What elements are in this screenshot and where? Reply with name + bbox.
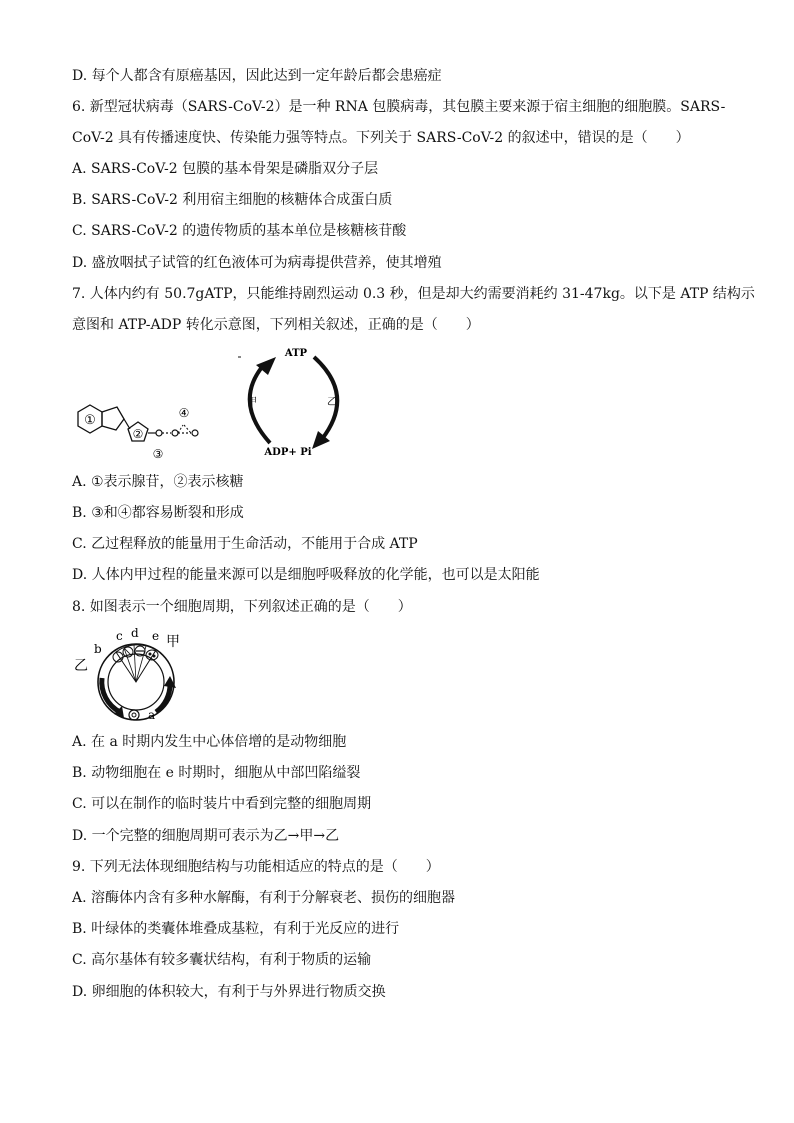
cycle-label-yi: 乙 [74, 658, 88, 674]
q8-option-b: B. 动物细胞在 e 时期时，细胞从中部凹陷缢裂 [72, 765, 361, 781]
q5-option-d: D. 每个人都含有原癌基因，因此达到一定年龄后都会患癌症 [72, 68, 442, 84]
cycle-label-atp: ATP [284, 348, 308, 359]
q6-option-a: A. SARS-CoV-2 包膜的基本骨架是磷脂双分子层 [72, 161, 379, 177]
q6-option-c: C. SARS-CoV-2 的遗传物质的基本单位是核糖核苷酸 [72, 223, 407, 239]
q9-option-c: C. 高尔基体有较多囊状结构，有利于物质的运输 [72, 952, 372, 968]
q7-option-b: B. ③和④都容易断裂和形成 [72, 505, 244, 521]
cycle-label-d: d [131, 628, 139, 640]
q6-stem-line1: 6. 新型冠状病毒（SARS-CoV-2）是一种 RNA 包膜病毒，其包膜主要来源于宿主细胞的细胞膜。SARS- [72, 99, 726, 115]
q8-option-d: D. 一个完整的细胞周期可表示为乙→甲→乙 [72, 828, 340, 844]
atp-label-2: ② [132, 427, 144, 441]
q9-option-b: B. 叶绿体的类囊体堆叠成基粒，有利于光反应的进行 [72, 921, 400, 937]
q8-option-a: A. 在 a 时期内发生中心体倍增的是动物细胞 [72, 734, 347, 750]
q6-option-d: D. 盛放咽拭子试管的红色液体可为病毒提供营养，使其增殖 [72, 255, 442, 271]
atp-adp-cycle-diagram [232, 343, 357, 463]
q7-option-d: D. 人体内甲过程的能量来源可以是细胞呼吸释放的化学能，也可以是太阳能 [72, 567, 540, 583]
q7-option-a: A. ①表示腺苷，②表示核糖 [72, 474, 244, 490]
cycle-label-b: b [94, 642, 102, 656]
atp-label-4: ④ [178, 406, 190, 420]
cycle-label-e: e [152, 629, 160, 643]
q8-stem: 8. 如图表示一个细胞周期，下列叙述正确的是（ ） [72, 599, 412, 615]
q6-option-b: B. SARS-CoV-2 利用宿主细胞的核糖体合成蛋白质 [72, 192, 393, 208]
q9-option-a: A. 溶酶体内含有多种水解酶，有利于分解衰老、损伤的细胞器 [72, 890, 456, 906]
cell-cycle-diagram [72, 628, 202, 723]
q8-option-c: C. 可以在制作的临时装片中看到完整的细胞周期 [72, 796, 372, 812]
q7-stem-line1: 7. 人体内约有 50.7gATP，只能维持剧烈运动 0.3 秒，但是却大约需要消耗约 31-47kg。以下是 ATP 结构示 [72, 286, 755, 302]
cycle-label-jia: 甲 [247, 397, 257, 408]
cycle-label-yi: 乙 [327, 397, 337, 408]
cycle-label-adp-pi: ADP+ Pi [264, 447, 312, 458]
atp-label-3: ③ [152, 447, 164, 461]
q9-option-d: D. 卵细胞的体积较大，有利于与外界进行物质交换 [72, 984, 386, 1000]
q7-option-c: C. 乙过程释放的能量用于生命活动，不能用于合成 ATP [72, 536, 418, 552]
atp-label-1: ① [84, 413, 96, 428]
q9-stem: 9. 下列无法体现细胞结构与功能相适应的特点的是（ ） [72, 859, 440, 875]
q6-stem-line2: CoV-2 具有传播速度快、传染能力强等特点。下列关于 SARS-CoV-2 的叙述中，错误的是（ ） [72, 130, 690, 146]
cycle-label-a: a [148, 708, 156, 722]
atp-structure-diagram [72, 395, 222, 465]
cycle-label-jia: 甲 [166, 634, 180, 650]
q7-stem-line2: 意图和 ATP-ADP 转化示意图，下列相关叙述，正确的是（ ） [72, 317, 480, 333]
cycle-label-c: c [116, 629, 123, 643]
